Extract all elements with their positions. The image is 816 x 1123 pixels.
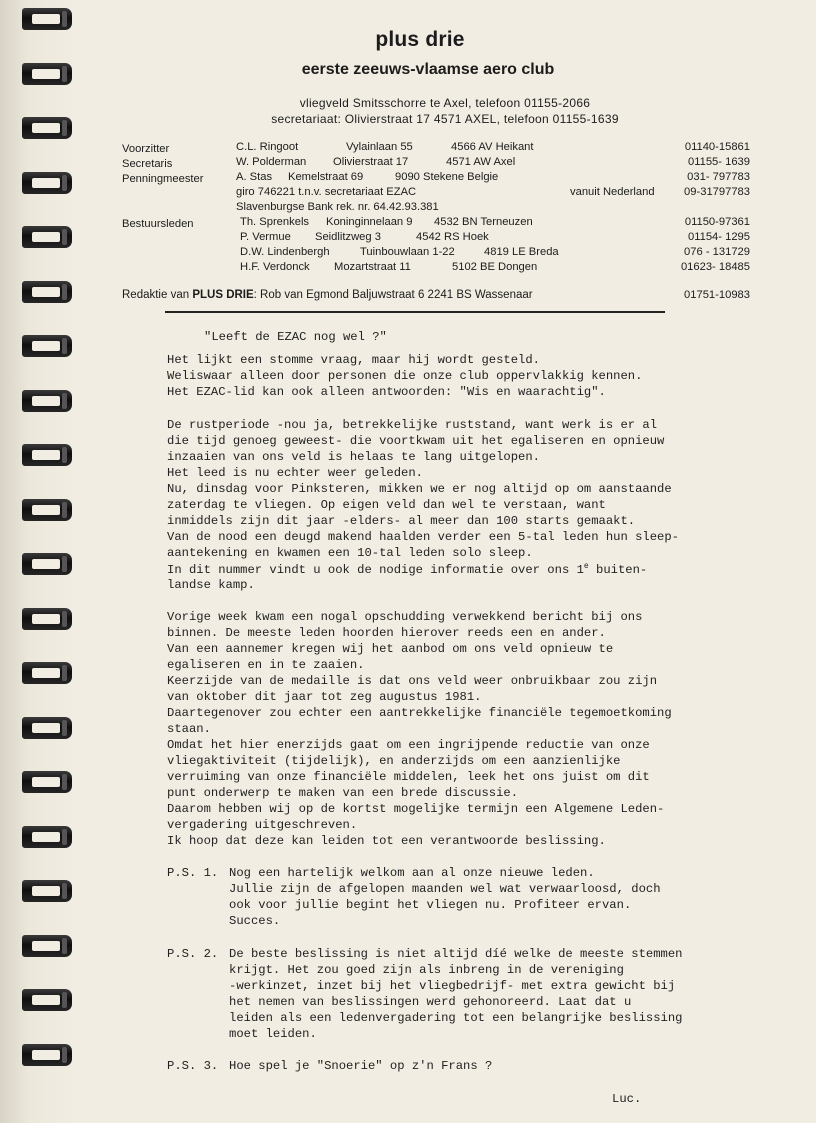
board-phone: 01140-15861: [684, 141, 750, 153]
member-postal: 4819 LE Breda: [484, 246, 559, 258]
text-line: Keerzijde van de medaille is dat ons veld weer onbruikbaar zou zijn: [167, 674, 658, 688]
board-postal: 4571 AW Axel: [446, 156, 516, 168]
binding-ring: [22, 499, 72, 521]
ps-line: Succes.: [229, 914, 281, 928]
club-subtitle: eerste zeeuws-vlaamse aero club: [301, 61, 555, 78]
text-line: vergadering uitgeschreven.: [167, 818, 358, 832]
nl-label: vanuit Nederland: [570, 186, 655, 198]
text-line: egaliseren en in te zaaien.: [167, 658, 365, 672]
ps-line: moet leiden.: [229, 1027, 317, 1041]
text-line: Het leed is nu echter weer geleden.: [167, 466, 423, 480]
board-postal: 4566 AV Heikant: [451, 141, 534, 153]
text-line: Omdat het hier enerzijds gaat om een ingrijpende reductie van onze: [167, 738, 650, 752]
member-phone: 01154- 1295: [687, 231, 750, 243]
board-phone: 031- 797783: [687, 171, 750, 183]
member-phone: 01623- 18485: [680, 261, 750, 273]
binding-ring: [22, 608, 72, 630]
board-postal: 9090 Stekene Belgie: [395, 171, 499, 183]
board-role: Penningmeester: [122, 173, 204, 185]
ps-label: P.S. 3.: [167, 1059, 219, 1073]
airfield-address: vliegveld Smitsschorre te Axel, telefoon 01155-2066: [299, 96, 591, 110]
text-line: landse kamp.: [167, 578, 255, 592]
ps-label: P.S. 1.: [167, 866, 219, 880]
text-line: Ik hoop dat deze kan leiden tot een verantwoorde beslissing.: [167, 834, 606, 848]
binding-ring: [22, 553, 72, 575]
text-line: Het lijkt een stomme vraag, maar hij wordt gesteld.: [167, 353, 540, 367]
member-address: Koninginnelaan 9: [326, 216, 413, 228]
ps-line: Nog een hartelijk welkom aan al onze nieuwe leden.: [229, 866, 595, 880]
board-role: Secretaris: [122, 158, 173, 170]
member-postal: 4542 RS Hoek: [416, 231, 489, 243]
page-title: plus drie: [375, 28, 465, 51]
text-line: Van een aannemer kregen wij het aanbod om ons veld opnieuw te: [167, 642, 614, 656]
text-line: vliegaktiviteit (tijdelijk), en anderzijds om een aanzienlijke: [167, 754, 621, 768]
binding-ring: [22, 935, 72, 957]
member-address: Tuinbouwlaan 1-22: [360, 246, 455, 258]
text-line: Van de nood een deugd makend haalden verder een 5-tal leden hun sleep-: [167, 530, 679, 544]
binding-ring: [22, 281, 72, 303]
board-role: Voorzitter: [122, 143, 170, 155]
binding-ring: [22, 1044, 72, 1066]
member-name: D.W. Lindenbergh: [240, 246, 330, 258]
binding-ring: [22, 989, 72, 1011]
board-name: W. Polderman: [236, 156, 307, 168]
board-address: Kemelstraat 69: [288, 171, 364, 183]
divider: [165, 311, 665, 313]
member-name: Th. Sprenkels: [240, 216, 310, 228]
text-line: die tijd genoeg geweest- die voortkwam uit het egaliseren en opnieuw: [167, 434, 665, 448]
binding-ring: [22, 771, 72, 793]
text-line: In dit nummer vindt u ook de nodige informatie over ons 1e buiten-: [167, 562, 648, 577]
bank-account: Slavenburgse Bank rek. nr. 64.42.93.381: [236, 201, 439, 213]
editorial-phone: 01751-10983: [684, 289, 750, 301]
member-postal: 5102 BE Dongen: [452, 261, 538, 273]
ps-line: Hoe spel je "Snoerie" op z'n Frans ?: [229, 1059, 493, 1073]
binding-ring: [22, 826, 72, 848]
nl-phone: 09-31797783: [684, 186, 750, 198]
ps-label: P.S. 2.: [167, 947, 219, 961]
text-line: verruiming van onze financiële middelen, leek het ons juist om dit: [167, 770, 650, 784]
member-phone: 076 - 131729: [684, 246, 750, 258]
ps-line: leiden als een ledenvergadering tot een belangrijke beslissing: [229, 1011, 683, 1025]
text-line: zaterdag te vliegen. Op eigen veld dan wel te verstaan, want: [167, 498, 606, 512]
text-line: binnen. De meeste leden hoorden hierover reeds een en ander.: [167, 626, 606, 640]
article-title: "Leeft de EZAC nog wel ?": [204, 330, 387, 344]
ps-line: ook voor jullie begint het vliegen nu. Profiteer ervan.: [229, 898, 632, 912]
binding-ring: [22, 390, 72, 412]
members-label: Bestuursleden: [122, 218, 194, 230]
binding-ring: [22, 335, 72, 357]
spiral-binding: [0, 0, 78, 1123]
text-line: Vorige week kwam een nogal opschudding verwekkend bericht bij ons: [167, 610, 643, 624]
ps-line: De beste beslissing is niet altijd díé welke de meeste stemmen: [229, 947, 683, 961]
signature: Luc.: [612, 1092, 642, 1106]
board-address: Olivierstraat 17: [333, 156, 409, 168]
member-name: H.F. Verdonck: [240, 261, 310, 273]
text-line: Daarom hebben wij op de kortst mogelijke termijn een Algemene Leden-: [167, 802, 665, 816]
text-line: Het EZAC-lid kan ook alleen antwoorden: "Wis en waarachtig".: [167, 385, 606, 399]
board-name: A. Stas: [236, 171, 273, 183]
member-name: P. Vermue: [240, 231, 291, 243]
text-line: Daartegenover zou echter een aantrekkelijke financiële tegemoetkoming: [167, 706, 672, 720]
binding-ring: [22, 8, 72, 30]
binding-ring: [22, 880, 72, 902]
member-address: Mozartstraat 11: [334, 261, 411, 273]
board-address: Vylainlaan 55: [346, 141, 413, 153]
member-address: Seidlitzweg 3: [315, 231, 381, 243]
binding-ring: [22, 226, 72, 248]
text-line: Weliswaar alleen door personen die onze club oppervlakkig kennen.: [167, 369, 643, 383]
ps-line: het nemen van beslissingen werd gehonoreerd. Laat dat u: [229, 995, 632, 1009]
board-name: C.L. Ringoot: [236, 141, 299, 153]
secretariat-address: secretariaat: Olivierstraat 17 4571 AXEL, telefoon 01155-1639: [271, 112, 619, 126]
binding-ring: [22, 444, 72, 466]
text-line: inzaaien van ons veld is helaas te lang uitgelopen.: [167, 450, 540, 464]
binding-ring: [22, 717, 72, 739]
ps-line: -werkinzet, inzet bij het vliegbedrijf- met extra gewicht bij: [229, 979, 676, 993]
text-line: Nu, dinsdag voor Pinksteren, mikken we er nog altijd op om aanstaande: [167, 482, 672, 496]
binding-ring: [22, 662, 72, 684]
text-line: De rustperiode -nou ja, betrekkelijke ruststand, want werk is er al: [167, 418, 658, 432]
member-postal: 4532 BN Terneuzen: [434, 216, 533, 228]
text-line: aantekening en kwamen een 10-tal leden solo sleep.: [167, 546, 533, 560]
text-line: staan.: [167, 722, 211, 736]
text-line: van oktober dit jaar tot zeg augustus 1981.: [167, 690, 482, 704]
member-phone: 01150-97361: [684, 216, 750, 228]
text-line: punt onderwerp te maken van een brede discussie.: [167, 786, 519, 800]
ps-line: krijgt. Het zou goed zijn als inbreng in de vereniging: [229, 963, 624, 977]
text-line: inmiddels zijn dit jaar -elders- al meer dan 100 starts gemaakt.: [167, 514, 636, 528]
editorial-line: Redaktie van PLUS DRIE: Rob van Egmond Baljuwstraat 6 2241 BS Wassenaar: [122, 289, 533, 301]
board-phone: 01155- 1639: [687, 156, 750, 168]
ps-line: Jullie zijn de afgelopen maanden wel wat verwaarloosd, doch: [229, 882, 661, 896]
giro-account: giro 746221 t.n.v. secretariaat EZAC: [236, 186, 417, 198]
binding-ring: [22, 172, 72, 194]
